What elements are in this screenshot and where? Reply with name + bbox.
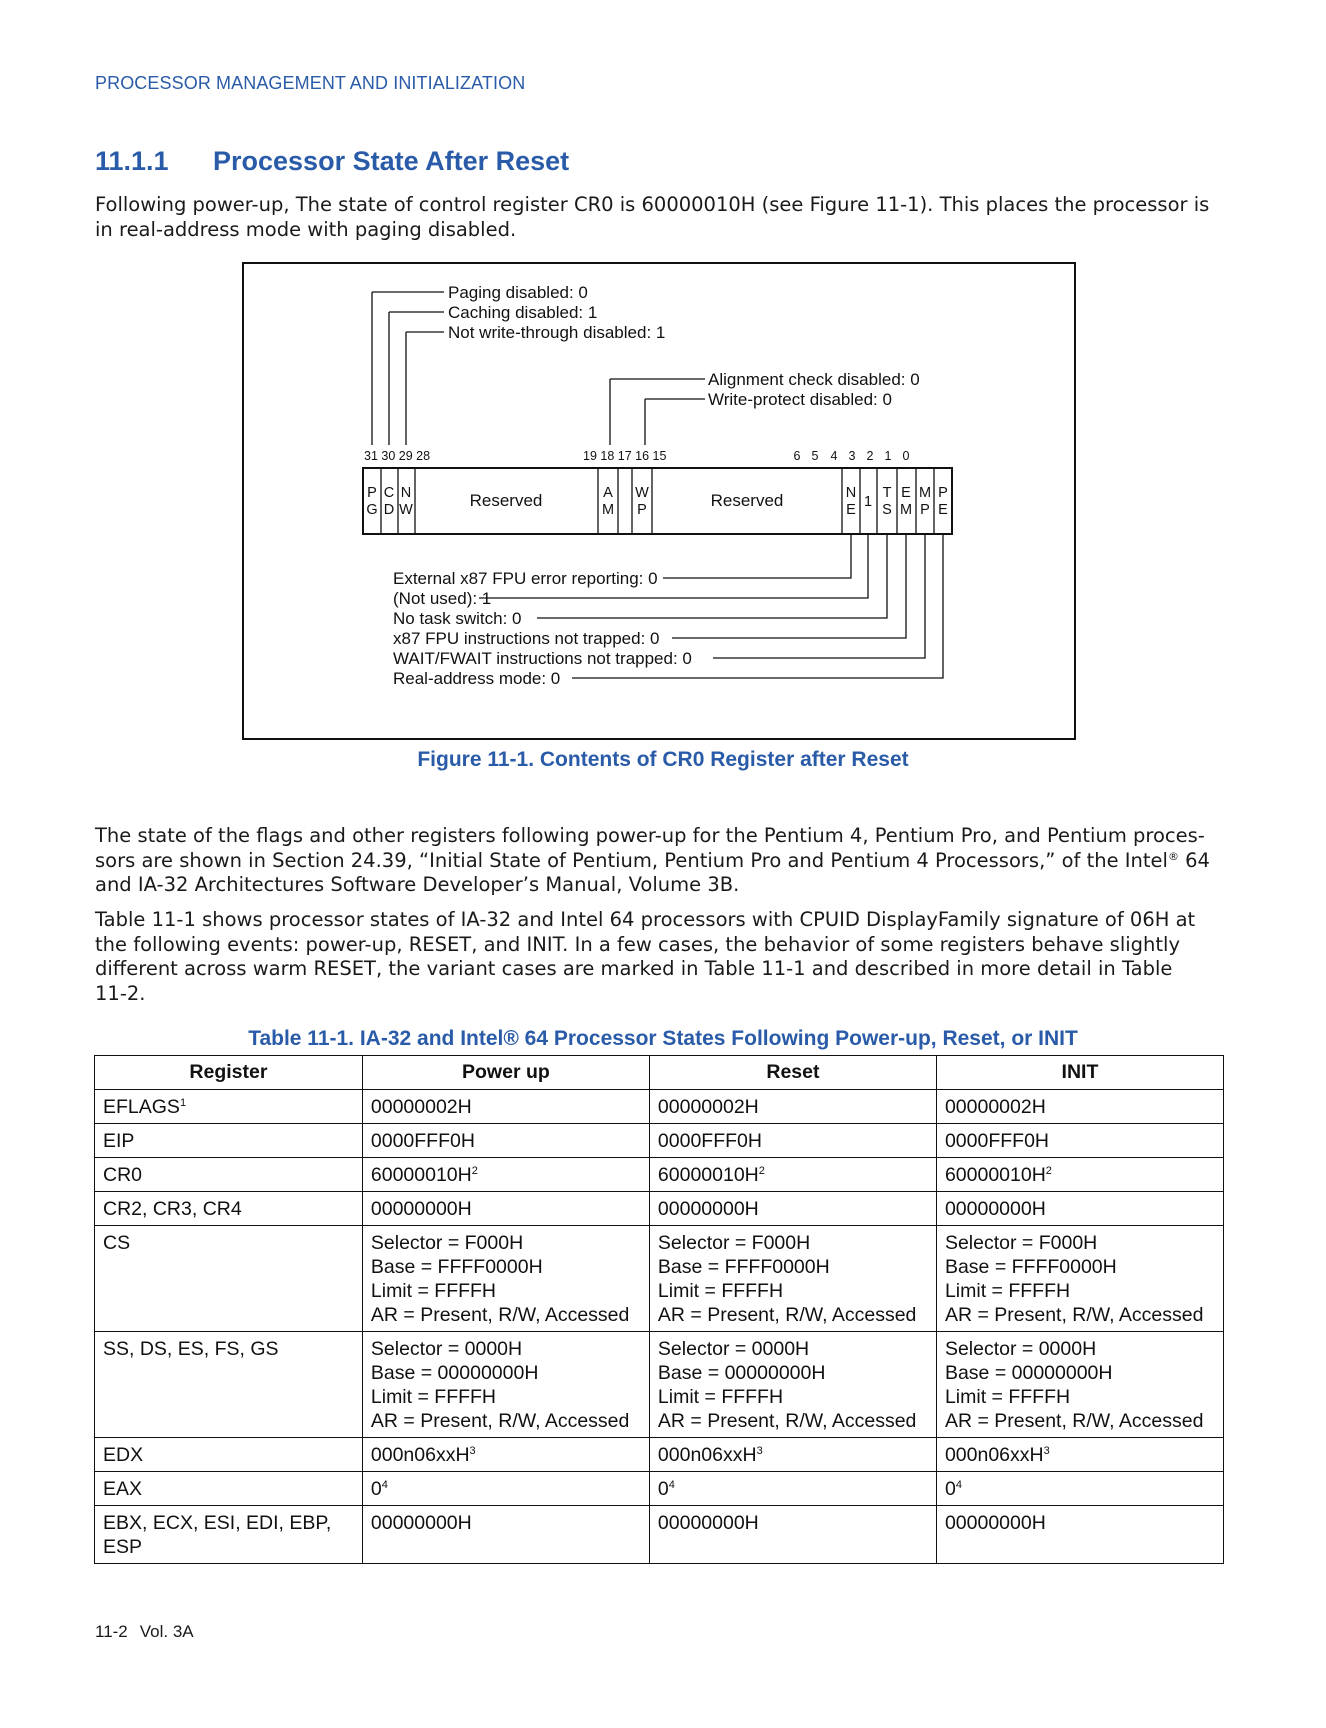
cell-line: [658, 1443, 928, 1467]
cell-value: Base = 00000000H: [657, 1362, 826, 1384]
table-row: [95, 1506, 1224, 1564]
cell-line: [658, 1361, 928, 1385]
field-nw-2: W: [399, 502, 413, 518]
cell-line: [945, 1197, 1215, 1221]
cell-init: [936, 1506, 1223, 1564]
field-reserved-low: Reserved: [710, 491, 784, 510]
cell-line: [945, 1409, 1215, 1433]
register-name: EDX: [103, 1444, 144, 1466]
cell-line: [371, 1255, 641, 1279]
cell-init: [936, 1158, 1223, 1192]
cell-line: [658, 1279, 928, 1303]
cell-line: [658, 1385, 928, 1409]
register-name: EAX: [103, 1478, 143, 1500]
cell-value: 00000000H: [370, 1198, 472, 1220]
cell-reset: [649, 1158, 936, 1192]
label-caching-disabled: Caching disabled: 1: [448, 303, 598, 322]
cell-value: 00000002H: [657, 1096, 759, 1118]
cell-line: [371, 1477, 641, 1501]
table-caption: Table 11-1. IA-32 and Intel® 64 Processor States Following Power-up, Reset, or INIT: [248, 1027, 1078, 1050]
page-footer: [95, 1622, 206, 1642]
table-body: [95, 1090, 1224, 1564]
cell-value: Selector = 0000H: [944, 1338, 1097, 1360]
footnote-marker: 2: [471, 1165, 478, 1177]
cell-value: AR = Present, R/W, Accessed: [657, 1304, 917, 1326]
cell-line: [658, 1095, 928, 1119]
cell-line: [371, 1231, 641, 1255]
table-row: [95, 1438, 1224, 1472]
cell-line: [371, 1511, 641, 1535]
label-em: x87 FPU instructions not trapped: 0: [393, 629, 660, 648]
cell-line: [371, 1279, 641, 1303]
cell-register: [95, 1192, 363, 1226]
cell-value: 000n06xxH: [944, 1444, 1044, 1466]
para-line: 11-2.: [95, 981, 146, 1005]
label-alignment-check: Alignment check disabled: 0: [708, 370, 920, 389]
cell-init: [936, 1124, 1223, 1158]
table-row: [95, 1192, 1224, 1226]
cell-value: AR = Present, R/W, Accessed: [370, 1410, 630, 1432]
cell-register: [95, 1158, 363, 1192]
table-row: [95, 1090, 1224, 1124]
cell-value: Base = FFFF0000H: [370, 1256, 543, 1278]
cell-value: Limit = FFFFH: [370, 1280, 497, 1302]
cell-init: [936, 1438, 1223, 1472]
cell-line: [945, 1477, 1215, 1501]
intro-line: Following power-up, The state of control register CR0 is 60000010H (see Figure 11-1). This places the processor is: [95, 193, 1210, 216]
cell-line: [945, 1129, 1215, 1153]
header-reset: Reset: [649, 1056, 936, 1090]
cell-line: [658, 1409, 928, 1433]
field-wp-2: P: [637, 502, 647, 518]
cell-value: 0000FFF0H: [657, 1130, 762, 1152]
footnote-marker: 3: [756, 1445, 763, 1457]
page-number: 11-2: [95, 1622, 128, 1641]
cell-value: Limit = FFFFH: [657, 1280, 784, 1302]
cell-line: [658, 1231, 928, 1255]
cell-reset: [649, 1332, 936, 1438]
cell-value: 000n06xxH: [657, 1444, 757, 1466]
bit-number-5: 5: [811, 449, 819, 463]
footnote-marker: 2: [1045, 1165, 1052, 1177]
registered-mark: ®: [1167, 849, 1179, 863]
table-row: [95, 1472, 1224, 1506]
section-title: Processor State After Reset: [213, 146, 570, 176]
pentium-state-paragraph: [95, 824, 1225, 898]
cell-value: Selector = 0000H: [370, 1338, 523, 1360]
cell-value: AR = Present, R/W, Accessed: [944, 1410, 1204, 1432]
figure-caption: Figure 11-1. Contents of CR0 Register after Reset: [417, 748, 909, 771]
cell-value: AR = Present, R/W, Accessed: [944, 1304, 1204, 1326]
label-write-protect: Write-protect disabled: 0: [708, 390, 892, 409]
field-pg-2: G: [366, 502, 378, 518]
cell-line: [371, 1409, 641, 1433]
cr0-register-figure: [242, 262, 1076, 740]
cell-register: [95, 1472, 363, 1506]
cell-line: [371, 1385, 641, 1409]
cell-line: [945, 1511, 1215, 1535]
register-name: SS, DS, ES, FS, GS: [103, 1338, 279, 1360]
cell-line: [658, 1197, 928, 1221]
para-text: 64: [1178, 848, 1210, 872]
cell-register: [95, 1226, 363, 1332]
register-name: EFLAGS: [103, 1096, 180, 1118]
cell-value: Limit = FFFFH: [370, 1386, 497, 1408]
cell-register: [95, 1332, 363, 1438]
field-em-2: M: [899, 502, 913, 518]
field-cd-2: D: [383, 502, 395, 518]
cell-init: [936, 1090, 1223, 1124]
volume-label: Vol. 3A: [139, 1622, 194, 1641]
table-header-row: [95, 1056, 1224, 1090]
cell-value: 00000000H: [944, 1512, 1046, 1534]
label-not-used: (Not used): 1: [393, 589, 492, 608]
field-wp-1: W: [635, 485, 649, 501]
cell-line: [658, 1303, 928, 1327]
cell-power-up: [362, 1332, 649, 1438]
bit-number-0: 0: [902, 449, 910, 463]
cell-line: [658, 1337, 928, 1361]
cell-value: 0: [944, 1478, 956, 1500]
register-name: EBX, ECX, ESI, EDI, EBP, ESP: [103, 1512, 332, 1558]
para-line: The state of the flags and other registers following power-up for the Pentium 4, Pentium Pro, and Pentium proces-: [95, 824, 1205, 847]
table-intro-paragraph: [95, 908, 1225, 1006]
footnote-marker: 3: [469, 1445, 476, 1457]
bit-number-6: 6: [793, 449, 801, 463]
cell-reset: [649, 1124, 936, 1158]
intro-paragraph: [95, 193, 1225, 242]
register-name: CS: [103, 1232, 131, 1254]
para-line: and IA-32 Architectures Software Developer’s Manual, Volume 3B.: [95, 873, 740, 896]
field-ts-2: S: [882, 502, 892, 518]
cell-init: [936, 1192, 1223, 1226]
label-ne: External x87 FPU error reporting: 0: [393, 569, 658, 588]
table-row: [95, 1332, 1224, 1438]
cell-reset: [649, 1438, 936, 1472]
cell-value: 60000010H: [944, 1164, 1046, 1186]
bit-number-2: 2: [866, 449, 874, 463]
cell-line: [371, 1095, 641, 1119]
field-pe-2: E: [938, 502, 948, 518]
cell-value: 000n06xxH: [370, 1444, 470, 1466]
cell-reset: [649, 1506, 936, 1564]
cell-value: Selector = F000H: [944, 1232, 1098, 1254]
table-row: [95, 1158, 1224, 1192]
label-pe: Real-address mode: 0: [393, 669, 561, 688]
cell-line: [945, 1303, 1215, 1327]
cell-value: Selector = F000H: [657, 1232, 811, 1254]
register-name: CR0: [103, 1164, 143, 1186]
cell-value: 00000002H: [944, 1096, 1046, 1118]
para-line: different across warm RESET, the variant cases are marked in Table 11-1 and described in more detail in Table: [95, 957, 1173, 980]
cell-line: [945, 1231, 1215, 1255]
cell-value: 60000010H: [370, 1164, 472, 1186]
cell-line: [945, 1163, 1215, 1187]
cell-reset: [649, 1192, 936, 1226]
cell-line: [658, 1477, 928, 1501]
processor-states-table: [94, 1055, 1224, 1564]
field-ts-1: T: [882, 485, 892, 501]
field-mp-1: M: [918, 485, 932, 501]
cell-value: 0000FFF0H: [944, 1130, 1049, 1152]
cell-value: AR = Present, R/W, Accessed: [657, 1410, 917, 1432]
cell-value: Base = 00000000H: [370, 1362, 539, 1384]
field-bit4: 1: [863, 494, 873, 510]
cell-line: [945, 1443, 1215, 1467]
cell-value: AR = Present, R/W, Accessed: [370, 1304, 630, 1326]
cell-line: [371, 1337, 641, 1361]
cell-power-up: [362, 1124, 649, 1158]
cell-init: [936, 1332, 1223, 1438]
bit-number-1: 1: [884, 449, 892, 463]
cell-line: [945, 1279, 1215, 1303]
cell-line: [371, 1303, 641, 1327]
cell-value: Selector = 0000H: [657, 1338, 810, 1360]
cell-register: [95, 1090, 363, 1124]
cell-power-up: [362, 1506, 649, 1564]
footnote-marker: 4: [955, 1479, 962, 1491]
cell-value: 0: [370, 1478, 382, 1500]
footnote-marker: 1: [179, 1097, 187, 1109]
cell-line: [945, 1255, 1215, 1279]
cell-line: [945, 1385, 1215, 1409]
header-power-up: Power up: [362, 1056, 649, 1090]
field-nw-1: N: [400, 485, 412, 501]
field-mp-2: P: [920, 502, 930, 518]
cell-value: Limit = FFFFH: [944, 1386, 1071, 1408]
field-ne-1: N: [845, 485, 857, 501]
field-am-2: M: [601, 502, 615, 518]
cell-line: [658, 1163, 928, 1187]
header-register: Register: [95, 1056, 363, 1090]
cell-value: 0: [657, 1478, 669, 1500]
cell-line: [658, 1511, 928, 1535]
cr0-diagram: [242, 262, 1076, 740]
bit-numbers-high: 31 30 29 28: [364, 449, 431, 463]
table-row: [95, 1124, 1224, 1158]
cell-value: 00000000H: [370, 1512, 472, 1534]
label-task-switch: No task switch: 0: [393, 609, 522, 628]
intro-line: in real-address mode with paging disabled.: [95, 217, 517, 241]
cell-power-up: [362, 1438, 649, 1472]
field-cd-1: C: [383, 485, 395, 501]
cell-power-up: [362, 1192, 649, 1226]
cell-line: [371, 1443, 641, 1467]
cell-line: [371, 1163, 641, 1187]
cell-reset: [649, 1090, 936, 1124]
label-not-write-through: Not write-through disabled: 1: [448, 323, 666, 342]
bit-number-3: 3: [848, 449, 856, 463]
footnote-marker: 2: [758, 1165, 765, 1177]
cell-line: [658, 1129, 928, 1153]
cell-reset: [649, 1472, 936, 1506]
cell-value: Limit = FFFFH: [944, 1280, 1071, 1302]
cell-value: 60000010H: [657, 1164, 759, 1186]
cell-line: [945, 1095, 1215, 1119]
cell-line: [371, 1129, 641, 1153]
label-mp: WAIT/FWAIT instructions not trapped: 0: [393, 649, 692, 668]
footnote-marker: 3: [1043, 1445, 1050, 1457]
cell-value: 00000000H: [944, 1198, 1046, 1220]
cell-value: Base = FFFF0000H: [944, 1256, 1117, 1278]
bit-numbers-mid: 19 18 17 16 15: [583, 449, 667, 463]
cell-line: [371, 1361, 641, 1385]
footnote-marker: 4: [668, 1479, 675, 1491]
cell-value: Base = 00000000H: [944, 1362, 1113, 1384]
cell-value: Selector = F000H: [370, 1232, 524, 1254]
cell-value: 00000000H: [657, 1198, 759, 1220]
para-line: Table 11-1 shows processor states of IA-32 and Intel 64 processors with CPUID DisplayFamily signature of 06H at: [95, 908, 1196, 931]
cell-value: Base = FFFF0000H: [657, 1256, 830, 1278]
cell-value: 00000000H: [657, 1512, 759, 1534]
cell-register: [95, 1438, 363, 1472]
field-pg-1: P: [367, 485, 377, 501]
cell-line: [658, 1255, 928, 1279]
table-row: [95, 1226, 1224, 1332]
cell-power-up: [362, 1158, 649, 1192]
running-header: PROCESSOR MANAGEMENT AND INITIALIZATION: [95, 73, 526, 93]
cell-init: [936, 1472, 1223, 1506]
cell-line: [371, 1197, 641, 1221]
cell-power-up: [362, 1472, 649, 1506]
cell-power-up: [362, 1090, 649, 1124]
cell-value: 00000002H: [370, 1096, 472, 1118]
cell-value: 0000FFF0H: [370, 1130, 475, 1152]
cell-line: [945, 1337, 1215, 1361]
field-am-1: A: [603, 485, 613, 501]
register-name: EIP: [103, 1130, 135, 1152]
section-heading: [95, 146, 569, 177]
para-line: [95, 849, 1225, 874]
field-em-1: E: [901, 485, 911, 501]
cell-value: Limit = FFFFH: [657, 1386, 784, 1408]
section-number: 11.1.1: [95, 146, 169, 176]
footnote-marker: 4: [381, 1479, 388, 1491]
cell-line: [945, 1361, 1215, 1385]
cell-register: [95, 1124, 363, 1158]
para-line: the following events: power-up, RESET, and INIT. In a few cases, the behavior of some registers behave slightly: [95, 932, 1180, 956]
cell-power-up: [362, 1226, 649, 1332]
cell-reset: [649, 1226, 936, 1332]
para-text: sors are shown in Section 24.39, “Initial State of Pentium, Pentium Pro and Pentium 4 Processors,” of the Intel: [95, 848, 1168, 872]
bit-number-4: 4: [830, 449, 838, 463]
register-name: CR2, CR3, CR4: [103, 1198, 242, 1220]
field-ne-2: E: [846, 502, 856, 518]
cell-init: [936, 1226, 1223, 1332]
field-pe-1: P: [938, 485, 948, 501]
field-reserved-high: Reserved: [469, 491, 543, 510]
cell-register: [95, 1506, 363, 1564]
header-init: INIT: [936, 1056, 1223, 1090]
label-paging-disabled: Paging disabled: 0: [448, 283, 588, 302]
